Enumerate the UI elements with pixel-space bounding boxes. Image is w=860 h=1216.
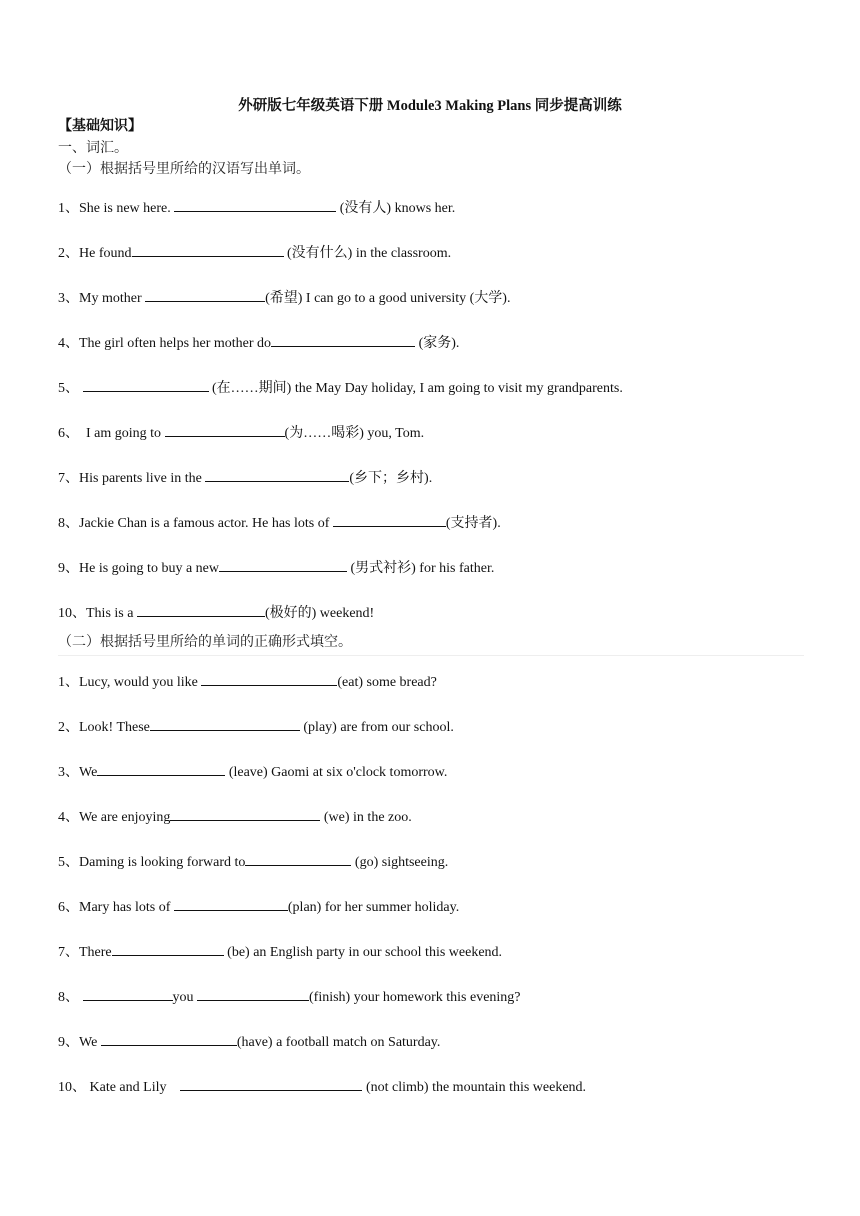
- question-number: 10、: [58, 1080, 86, 1095]
- answer-blank[interactable]: [245, 850, 351, 866]
- question-text-before: I am going to: [79, 426, 165, 441]
- question-number: 8、: [58, 516, 79, 531]
- question-number: 9、: [58, 1035, 79, 1050]
- answer-blank[interactable]: [165, 421, 285, 437]
- question-number: 1、: [58, 675, 79, 690]
- answer-blank[interactable]: [137, 601, 265, 617]
- question-number: 3、: [58, 765, 79, 780]
- question-text-after: (乡下；乡村).: [349, 471, 433, 486]
- question-text-after: (支持者).: [445, 516, 501, 531]
- question-text-middle: you: [172, 990, 197, 1005]
- question-text-after: (家务).: [415, 336, 460, 351]
- part2-question-4: [58, 805, 412, 828]
- part2-question-10: [58, 1075, 586, 1098]
- question-text-before: We are enjoying: [79, 810, 171, 825]
- question-text-before: My mother: [79, 291, 146, 306]
- part1-question-2: [58, 241, 451, 264]
- section-vocabulary-heading: 一、词汇。: [58, 141, 128, 156]
- question-number: 5、: [58, 381, 79, 396]
- answer-blank[interactable]: [201, 670, 337, 686]
- question-number: 6、: [58, 426, 79, 441]
- question-number: 5、: [58, 855, 79, 870]
- part1-question-1: [58, 196, 455, 219]
- part2-question-7: [58, 940, 502, 963]
- question-text-before: Daming is looking forward to: [79, 855, 246, 870]
- answer-blank[interactable]: [205, 466, 349, 482]
- part1-question-5: [58, 376, 623, 399]
- question-text-after: (希望) I can go to a good university (大学).: [265, 291, 511, 306]
- question-text-after: (为……喝彩) you, Tom.: [284, 426, 425, 441]
- part2-question-5: [58, 850, 448, 873]
- question-text-after: (not climb) the mountain this weekend.: [362, 1080, 587, 1095]
- question-number: 7、: [58, 945, 79, 960]
- question-text-before: Kate and Lily: [86, 1080, 181, 1095]
- question-number: 7、: [58, 471, 79, 486]
- answer-blank[interactable]: [180, 1075, 362, 1091]
- part1-question-6: [58, 421, 424, 444]
- question-text-after: (没有人) knows her.: [336, 201, 456, 216]
- basic-knowledge-header: 【基础知识】: [58, 119, 142, 134]
- question-text-after: (have) a football match on Saturday.: [236, 1035, 441, 1050]
- question-text-after: (we) in the zoo.: [320, 810, 412, 825]
- answer-blank[interactable]: [101, 1030, 237, 1046]
- question-text-before: He found: [79, 246, 132, 261]
- part1-question-3: [58, 286, 510, 309]
- question-number: 2、: [58, 720, 79, 735]
- question-text-after: (没有什么) in the classroom.: [283, 246, 452, 261]
- question-text-before: We: [79, 1035, 101, 1050]
- question-text-before: The girl often helps her mother do: [79, 336, 272, 351]
- question-text-before: Jackie Chan is a famous actor. He has lots of: [79, 516, 333, 531]
- part1-question-8: [58, 511, 501, 534]
- part2-question-6: [58, 895, 459, 918]
- answer-blank[interactable]: [97, 760, 225, 776]
- question-number: 6、: [58, 900, 79, 915]
- answer-blank[interactable]: [271, 331, 415, 347]
- question-number: 3、: [58, 291, 79, 306]
- question-text-after: (男式衬衫) for his father.: [346, 561, 495, 576]
- answer-blank[interactable]: [112, 940, 224, 956]
- answer-blank[interactable]: [170, 805, 320, 821]
- question-number: 1、: [58, 201, 79, 216]
- question-text-after: (be) an English party in our school this weekend.: [223, 945, 503, 960]
- question-text-before: She is new here.: [79, 201, 175, 216]
- question-number: 9、: [58, 561, 79, 576]
- part1-question-9: [58, 556, 494, 579]
- answer-blank[interactable]: [219, 556, 347, 572]
- question-text-after: (极好的) weekend!: [264, 606, 375, 621]
- question-text-after: (leave) Gaomi at six o'clock tomorrow.: [225, 765, 448, 780]
- worksheet-title: 外研版七年级英语下册 Module3 Making Plans 同步提高训练: [238, 98, 622, 114]
- part1-instructions: （一）根据括号里所给的汉语写出单词。: [58, 162, 310, 177]
- part2-question-1: [58, 670, 437, 693]
- answer-blank[interactable]: [145, 286, 265, 302]
- question-text-after: (play) are from our school.: [299, 720, 454, 735]
- answer-blank[interactable]: [174, 895, 288, 911]
- part2-question-2: [58, 715, 454, 738]
- part2-question-8: [58, 985, 521, 1008]
- divider-line: [58, 655, 804, 656]
- question-text-before: He is going to buy a new: [79, 561, 219, 576]
- question-text-before: Mary has lots of: [79, 900, 174, 915]
- question-number: 2、: [58, 246, 79, 261]
- answer-blank[interactable]: [83, 985, 173, 1001]
- question-text-before: This is a: [86, 606, 137, 621]
- question-text-after: (在……期间) the May Day holiday, I am going to visit my grandparents.: [208, 381, 623, 396]
- answer-blank[interactable]: [333, 511, 446, 527]
- answer-blank[interactable]: [83, 376, 209, 392]
- question-number: 8、: [58, 990, 79, 1005]
- question-text-after: (finish) your homework this evening?: [309, 990, 521, 1005]
- question-text-before: His parents live in the: [79, 471, 206, 486]
- answer-blank[interactable]: [150, 715, 300, 731]
- answer-blank[interactable]: [174, 196, 336, 212]
- question-text-before: Look! These: [79, 720, 150, 735]
- part1-question-7: [58, 466, 432, 489]
- part1-question-10: [58, 601, 374, 624]
- question-number: 4、: [58, 336, 79, 351]
- question-text-before: Lucy, would you like: [79, 675, 202, 690]
- part2-question-3: [58, 760, 447, 783]
- answer-blank[interactable]: [197, 985, 309, 1001]
- answer-blank[interactable]: [132, 241, 284, 257]
- part2-instructions: （二）根据括号里所给的单词的正确形式填空。: [58, 635, 352, 650]
- question-text-before: We: [79, 765, 98, 780]
- question-text-after: (go) sightseeing.: [351, 855, 449, 870]
- question-text-before: There: [79, 945, 112, 960]
- part1-question-4: [58, 331, 459, 354]
- part2-question-9: [58, 1030, 440, 1053]
- question-text-after: (eat) some bread?: [337, 675, 437, 690]
- question-text-after: (plan) for her summer holiday.: [287, 900, 460, 915]
- question-number: 10、: [58, 606, 86, 621]
- question-number: 4、: [58, 810, 79, 825]
